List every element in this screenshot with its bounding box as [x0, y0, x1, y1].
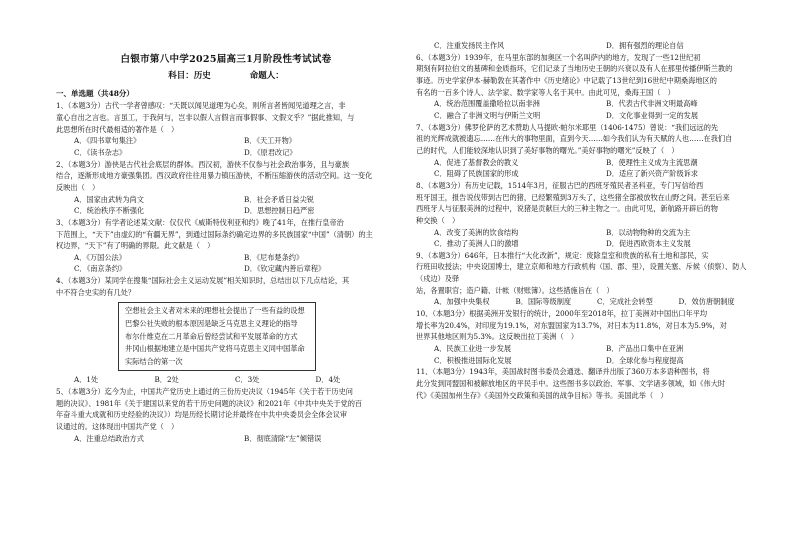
- option-a[interactable]: A．加强中央集权: [434, 297, 490, 307]
- option-c[interactable]: C．阻碍了民族国家的形成: [434, 169, 519, 179]
- option-a[interactable]: A．《四书章句集注》: [74, 136, 141, 146]
- option-a[interactable]: A．促进了基督教会的教义: [434, 157, 519, 167]
- right-page: [416, 0, 760, 550]
- question-line: 题的决议》、1981年《关于建国以来党的若干历史问题的决议》和2021年《中共中央关于党的百: [56, 398, 363, 408]
- exam-subject: 科目：历史: [168, 71, 211, 82]
- option-d[interactable]: D．4处: [315, 375, 341, 385]
- statement-line: 布尔什维克在二月革命后曾经尝试和平发展革命的方式: [125, 331, 298, 341]
- question-line: 站，各置职官；造户籍、计帐（财账簿）。这些措施旨在（ ）: [416, 285, 614, 295]
- question-line: 2、（本题3分）游侠是古代社会底层的群体。西汉初，游侠不仅参与社会政治事务，且与豪族: [56, 159, 350, 169]
- statement-line: 巴黎公社失败的根本原因是缺乏马克思主义理论的指导: [125, 319, 298, 329]
- exam-author: 命题人：: [249, 71, 284, 82]
- question-line: 8、（本题3分）有历史记载，1514年3月，征服古巴的西班牙殖民者圣科亚，专门写信给西: [416, 180, 704, 190]
- exam-subtitle: [56, 70, 396, 84]
- question-line: 行班田收授法；中央设国博士，建立京师和地方行政机构（国、郡、里），设置关塞、斥候（侦察）、防人（戍边）及驿: [416, 262, 747, 284]
- question-line: 世界其他地区则为5.3%。这反映出拉丁美洲（ ）: [416, 332, 579, 342]
- option-d[interactable]: D．促进西欧资本主义发展: [606, 239, 691, 249]
- question-line: 种交换（ ）: [416, 215, 460, 225]
- option-a[interactable]: A．注重总结政治方式: [74, 433, 144, 443]
- statement-line: 空想社会主义者对未来的理想社会提出了一些有益的设想: [125, 306, 305, 316]
- question-line: 此分发到同盟国和被解放地区的平民手中。这些图书多以政治、军事、文学诸多领域，如《伟大时: [416, 379, 726, 389]
- question-7: [416, 122, 760, 180]
- question-11: [416, 366, 760, 401]
- question-line: 反映出（ ）: [56, 182, 100, 192]
- question-line: 西班牙人与征服美洲的过程中，说猪是贡献巨大的三种主物之一。由此可见，新航路开辟后的物: [416, 204, 718, 214]
- option-d[interactable]: D．《钦定藏内善后章程》: [244, 264, 326, 274]
- question-line: 增长率为20.4%，对印度为19.1%，对东盟国家为13.7%，对日本为11.8%，对日本为5.9%，对: [416, 320, 727, 330]
- question-10: [416, 308, 760, 366]
- option-b[interactable]: B．产品出口集中在亚洲: [606, 344, 684, 354]
- question-line: 下范围上，“天下”由虚幻的“有疆无界”，到通过国际条约确定边界的多民族国家“中国”（清朝）的主: [56, 229, 373, 239]
- option-c[interactable]: C．《读书杂志》: [74, 147, 127, 157]
- option-c[interactable]: C．3处: [235, 375, 260, 385]
- option-c[interactable]: C．《南京条约》: [74, 264, 127, 274]
- option-c[interactable]: C．完成社会转型: [597, 297, 653, 307]
- option-c[interactable]: C．推动了美洲人口的激增: [434, 239, 519, 249]
- option-c[interactable]: C．注重发扬民主作风: [434, 41, 505, 50]
- question-3: [56, 217, 396, 275]
- question-line: 结合，逐渐形成地方豪强集团。西汉政府往往用暴力镇压游侠，不断压缩游侠的活动空间。这一变化: [56, 171, 373, 181]
- question-line: 祖的光辉成就被遗忘……在伟大的事物里面，直到今天……如今我们认为有天赋的人也……在我们自: [416, 134, 733, 144]
- question-line: 代》《美国加州生存》《美国外交政策和美国的战争目标》等书。美国此举（ ）: [416, 390, 668, 400]
- question-line: 中不符合史实的有几处？: [56, 287, 136, 297]
- option-a[interactable]: A．国家由武转为尚文: [74, 194, 144, 204]
- option-a[interactable]: A．1处: [74, 375, 99, 385]
- option-d[interactable]: D．效仿唐朝制度: [678, 297, 735, 307]
- question-6: [416, 52, 760, 122]
- option-b[interactable]: B．彻底清除“左”倾错误: [244, 433, 322, 443]
- question-line: 年奋斗重大成就和历史经验的决议》）均是历经长期讨论并最终在中共中央委员会全体会议审: [56, 410, 348, 420]
- question-line: 事迹。历史学家伊本·赫勒敦在其著作中《历史绪论》中记载了13世纪到16世纪中期桑海地区的: [416, 75, 717, 85]
- exam-title: 白银市第八中学2025届高三1月阶段性考试试卷: [120, 54, 332, 65]
- question-line: 11、（本题3分）1943年，美国战时图书委员会通选、翻译并出版了360万本多语种图书，将: [416, 367, 710, 377]
- option-d[interactable]: D．全球化参与程度提高: [606, 355, 684, 365]
- question-4: [56, 275, 396, 386]
- statement-line: 井冈山根据地建立是中国共产党将马克思主义同中国革命实际结合的第一次: [125, 344, 305, 366]
- question-line: 期刻有阿拉伯文的墓碑和金质指环，它们记录了当地历史王朝的兴衰以及有人在那里传播伊斯兰教的: [416, 64, 733, 74]
- option-a[interactable]: A．改变了美洲的饮食结构: [434, 227, 519, 237]
- question-line: 1、（本题3分）古代一学者曾感叹：“天既以闻见道理为心矣，则所言者皆闻见道理之言，非: [56, 101, 346, 111]
- option-c[interactable]: C．融合了非洲文明与伊斯兰文明: [434, 110, 541, 120]
- question-1: [56, 100, 396, 158]
- option-a[interactable]: A．《万国公法》: [74, 252, 126, 262]
- option-d[interactable]: D．《原君改记》: [244, 147, 297, 157]
- question-line: 9、（本题3分）646年，日本推行“大化改新”，规定：废除皇室和贵族的私有土地和部民，实: [416, 250, 709, 260]
- option-c[interactable]: C．统治秩序不断强化: [74, 206, 145, 216]
- question-line: 此思想所在时代最相适的著作是（ ）: [56, 124, 179, 134]
- option-c[interactable]: C．积极推进国际化发展: [434, 355, 512, 365]
- option-b[interactable]: B．国际等级制度: [515, 297, 572, 307]
- question-line: 童心自出之言也。言虽工，于我何与，岂非以假人言假言而事假事、文假文乎？”据此推知，与: [56, 112, 355, 122]
- question-line: 议通过的。这体现出中国共产党（ ）: [56, 422, 179, 432]
- question-line: 6、（本题3分）1939年，在马里东部的加奥区一个名叫萨内的地方，发现了一些12世纪初: [416, 52, 701, 62]
- option-d[interactable]: D．文化事业得到一定的发展: [606, 110, 699, 120]
- option-b[interactable]: B．以动物物种的交流为主: [606, 227, 691, 237]
- question-5: [56, 386, 396, 444]
- option-d[interactable]: D．思想控制日趋严密: [244, 206, 315, 216]
- question-9: [416, 250, 760, 308]
- option-b[interactable]: B．社会矛盾日益尖锐: [244, 194, 314, 204]
- option-d[interactable]: D．拥有强烈的理论自信: [606, 41, 684, 50]
- option-b[interactable]: B．使理性主义成为主流思潮: [606, 157, 698, 167]
- option-b[interactable]: B．《天工开物》: [244, 136, 296, 146]
- option-b[interactable]: B．2处: [154, 375, 179, 385]
- question-line: 4、（本题3分）某同学在搜集“国际社会主义运动发展”相关知识时，总结出以下几点结论，其: [56, 276, 350, 286]
- option-a[interactable]: A．统治范围覆盖撒哈拉以南非洲: [434, 99, 540, 109]
- question-2: [56, 159, 396, 217]
- statement-box: [118, 302, 316, 371]
- left-page: [56, 0, 396, 550]
- question-5-continued: [416, 40, 760, 52]
- question-line: 己的时代，人们能较深地认识到了美好事物的曙光。”美好事物的曙光”反映了（ ）: [416, 145, 679, 155]
- option-b[interactable]: B．代表古代非洲文明最高峰: [606, 99, 698, 109]
- option-a[interactable]: A．民族工业进一步发展: [434, 344, 512, 354]
- question-line: 7、（本题3分）佛罗伦萨的艺术赞助人马提欧·帕尔米耶里（1406-1475）曾说：“我们远远的先: [416, 122, 719, 132]
- option-b[interactable]: B．《尼布楚条约》: [244, 252, 304, 262]
- option-d[interactable]: D．适应了新兴资产阶级诉求: [606, 169, 699, 179]
- question-line: 5、（本题3分）迄今为止，中国共产党历史上通过的三份历史决议（1945年《关于若干历史问: [56, 387, 353, 397]
- section-heading: 一、单选题（共48分）: [56, 89, 134, 99]
- question-line: 权边界，“天下”有了明确的界限。此文献是（ ）: [56, 241, 215, 251]
- question-line: 班牙国王，报告说伐带到古巴的猪，已经繁殖到3万头了，这些猪全部被放牧在山野之间。甚至后来: [416, 192, 730, 202]
- question-8: [416, 180, 760, 250]
- question-line: 3、（本题3分）有学者论述某文献：仅仅代《威斯特伐利亚和约》晚了41年，在推行皇帝治: [56, 217, 344, 227]
- question-line: 10、（本题3分）根据美洲开发银行的统计，2000年至2018年，拉丁美洲对中国出口年平均: [416, 309, 708, 319]
- question-line: 有名的一百多个诗人、法学家、数学家等人名于其中。由此可见，桑海王国（ ）: [416, 87, 675, 97]
